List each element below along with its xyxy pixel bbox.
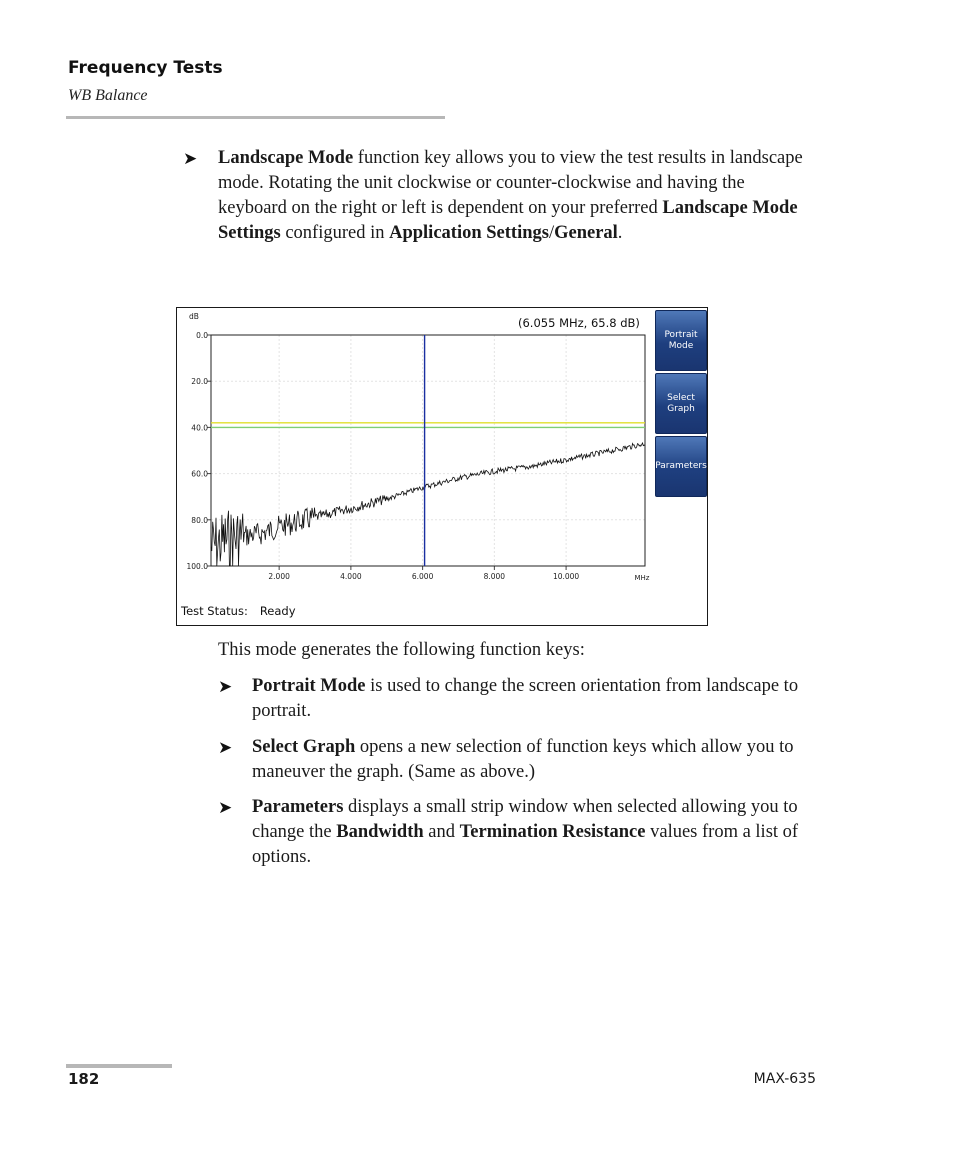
- parameters-text-1: displays a small strip window when selected allowing you to change the: [252, 797, 798, 842]
- page-header-title: Frequency Tests: [68, 58, 223, 78]
- intro-bullet-text: [218, 146, 808, 246]
- bandwidth-term: Bandwidth: [336, 822, 424, 842]
- y-axis-label: dB: [189, 312, 199, 321]
- x-unit-label: MHz: [634, 574, 650, 582]
- y-tick-label: 40.0: [191, 423, 208, 433]
- portrait-mode-button[interactable]: Portrait Mode: [655, 310, 707, 371]
- select-graph-bullet: [252, 735, 822, 785]
- portrait-mode-bullet: [252, 674, 822, 724]
- select-graph-term: Select Graph: [252, 737, 356, 757]
- x-tick-label: 6.000: [411, 572, 434, 581]
- test-status-value: Ready: [259, 604, 296, 618]
- x-tick-label: 4.000: [340, 572, 362, 581]
- bullet-arrow-icon: ➤: [218, 677, 233, 697]
- parameters-text-3: values from a list of options.: [252, 822, 799, 867]
- parameters-bullet: [252, 795, 822, 870]
- plot-frame: [211, 335, 645, 566]
- measurement-trace: [211, 443, 645, 566]
- y-tick-label: 20.0: [191, 377, 208, 387]
- lead-paragraph: This mode generates the following function keys:: [218, 640, 585, 660]
- intro-text-3: .: [617, 223, 623, 243]
- test-status-label: Test Status:: [181, 604, 248, 618]
- application-settings-term: Application Settings: [389, 223, 549, 243]
- document-code: MAX-635: [753, 1071, 816, 1087]
- footer-rule: [66, 1064, 172, 1068]
- x-tick-label: 10.000: [552, 572, 580, 581]
- parameters-term: Parameters: [252, 797, 344, 817]
- page-number: 182: [68, 1070, 100, 1088]
- landscape-settings-term: Landscape Mode Settings: [218, 198, 798, 243]
- y-tick-label: 60.0: [191, 469, 208, 479]
- bullet-arrow-icon: ➤: [183, 149, 198, 169]
- x-tick-label: 2.000: [268, 572, 290, 581]
- test-status: [181, 604, 296, 618]
- bullet-arrow-icon: ➤: [218, 738, 233, 758]
- portrait-mode-term: Portrait Mode: [252, 676, 366, 696]
- parameters-button[interactable]: Parameters: [655, 436, 707, 497]
- y-tick-label: 100.0: [186, 562, 208, 571]
- y-tick-label: 80.0: [191, 515, 208, 525]
- frequency-chart: [177, 308, 707, 625]
- device-screenshot: [176, 307, 708, 626]
- bullet-arrow-icon: ➤: [218, 798, 233, 818]
- landscape-mode-term: Landscape Mode: [218, 148, 354, 168]
- header-rule: [66, 116, 445, 119]
- termination-resistance-term: Termination Resistance: [459, 822, 646, 842]
- page-header-subtitle: WB Balance: [68, 87, 148, 104]
- parameters-text-2: and: [423, 822, 460, 842]
- intro-text-2: configured in: [280, 223, 390, 243]
- portrait-mode-text: is used to change the screen orientation from landscape to portrait.: [252, 676, 799, 721]
- cursor-readout: (6.055 MHz, 65.8 dB): [518, 316, 640, 330]
- select-graph-text: opens a new selection of function keys which allow you to maneuver the graph. (Same as above.): [252, 737, 794, 782]
- general-term: General: [554, 223, 618, 243]
- y-tick-label: 0.0: [196, 331, 208, 340]
- intro-sep: /: [548, 223, 555, 243]
- intro-text-1: function key allows you to view the test results in landscape mode. Rotating the unit clockwise or counter-clockwise and having the keyboard on the right or left is dependent on your preferred: [218, 148, 803, 218]
- x-tick-label: 8.000: [483, 572, 506, 581]
- select-graph-button[interactable]: Select Graph: [655, 373, 707, 434]
